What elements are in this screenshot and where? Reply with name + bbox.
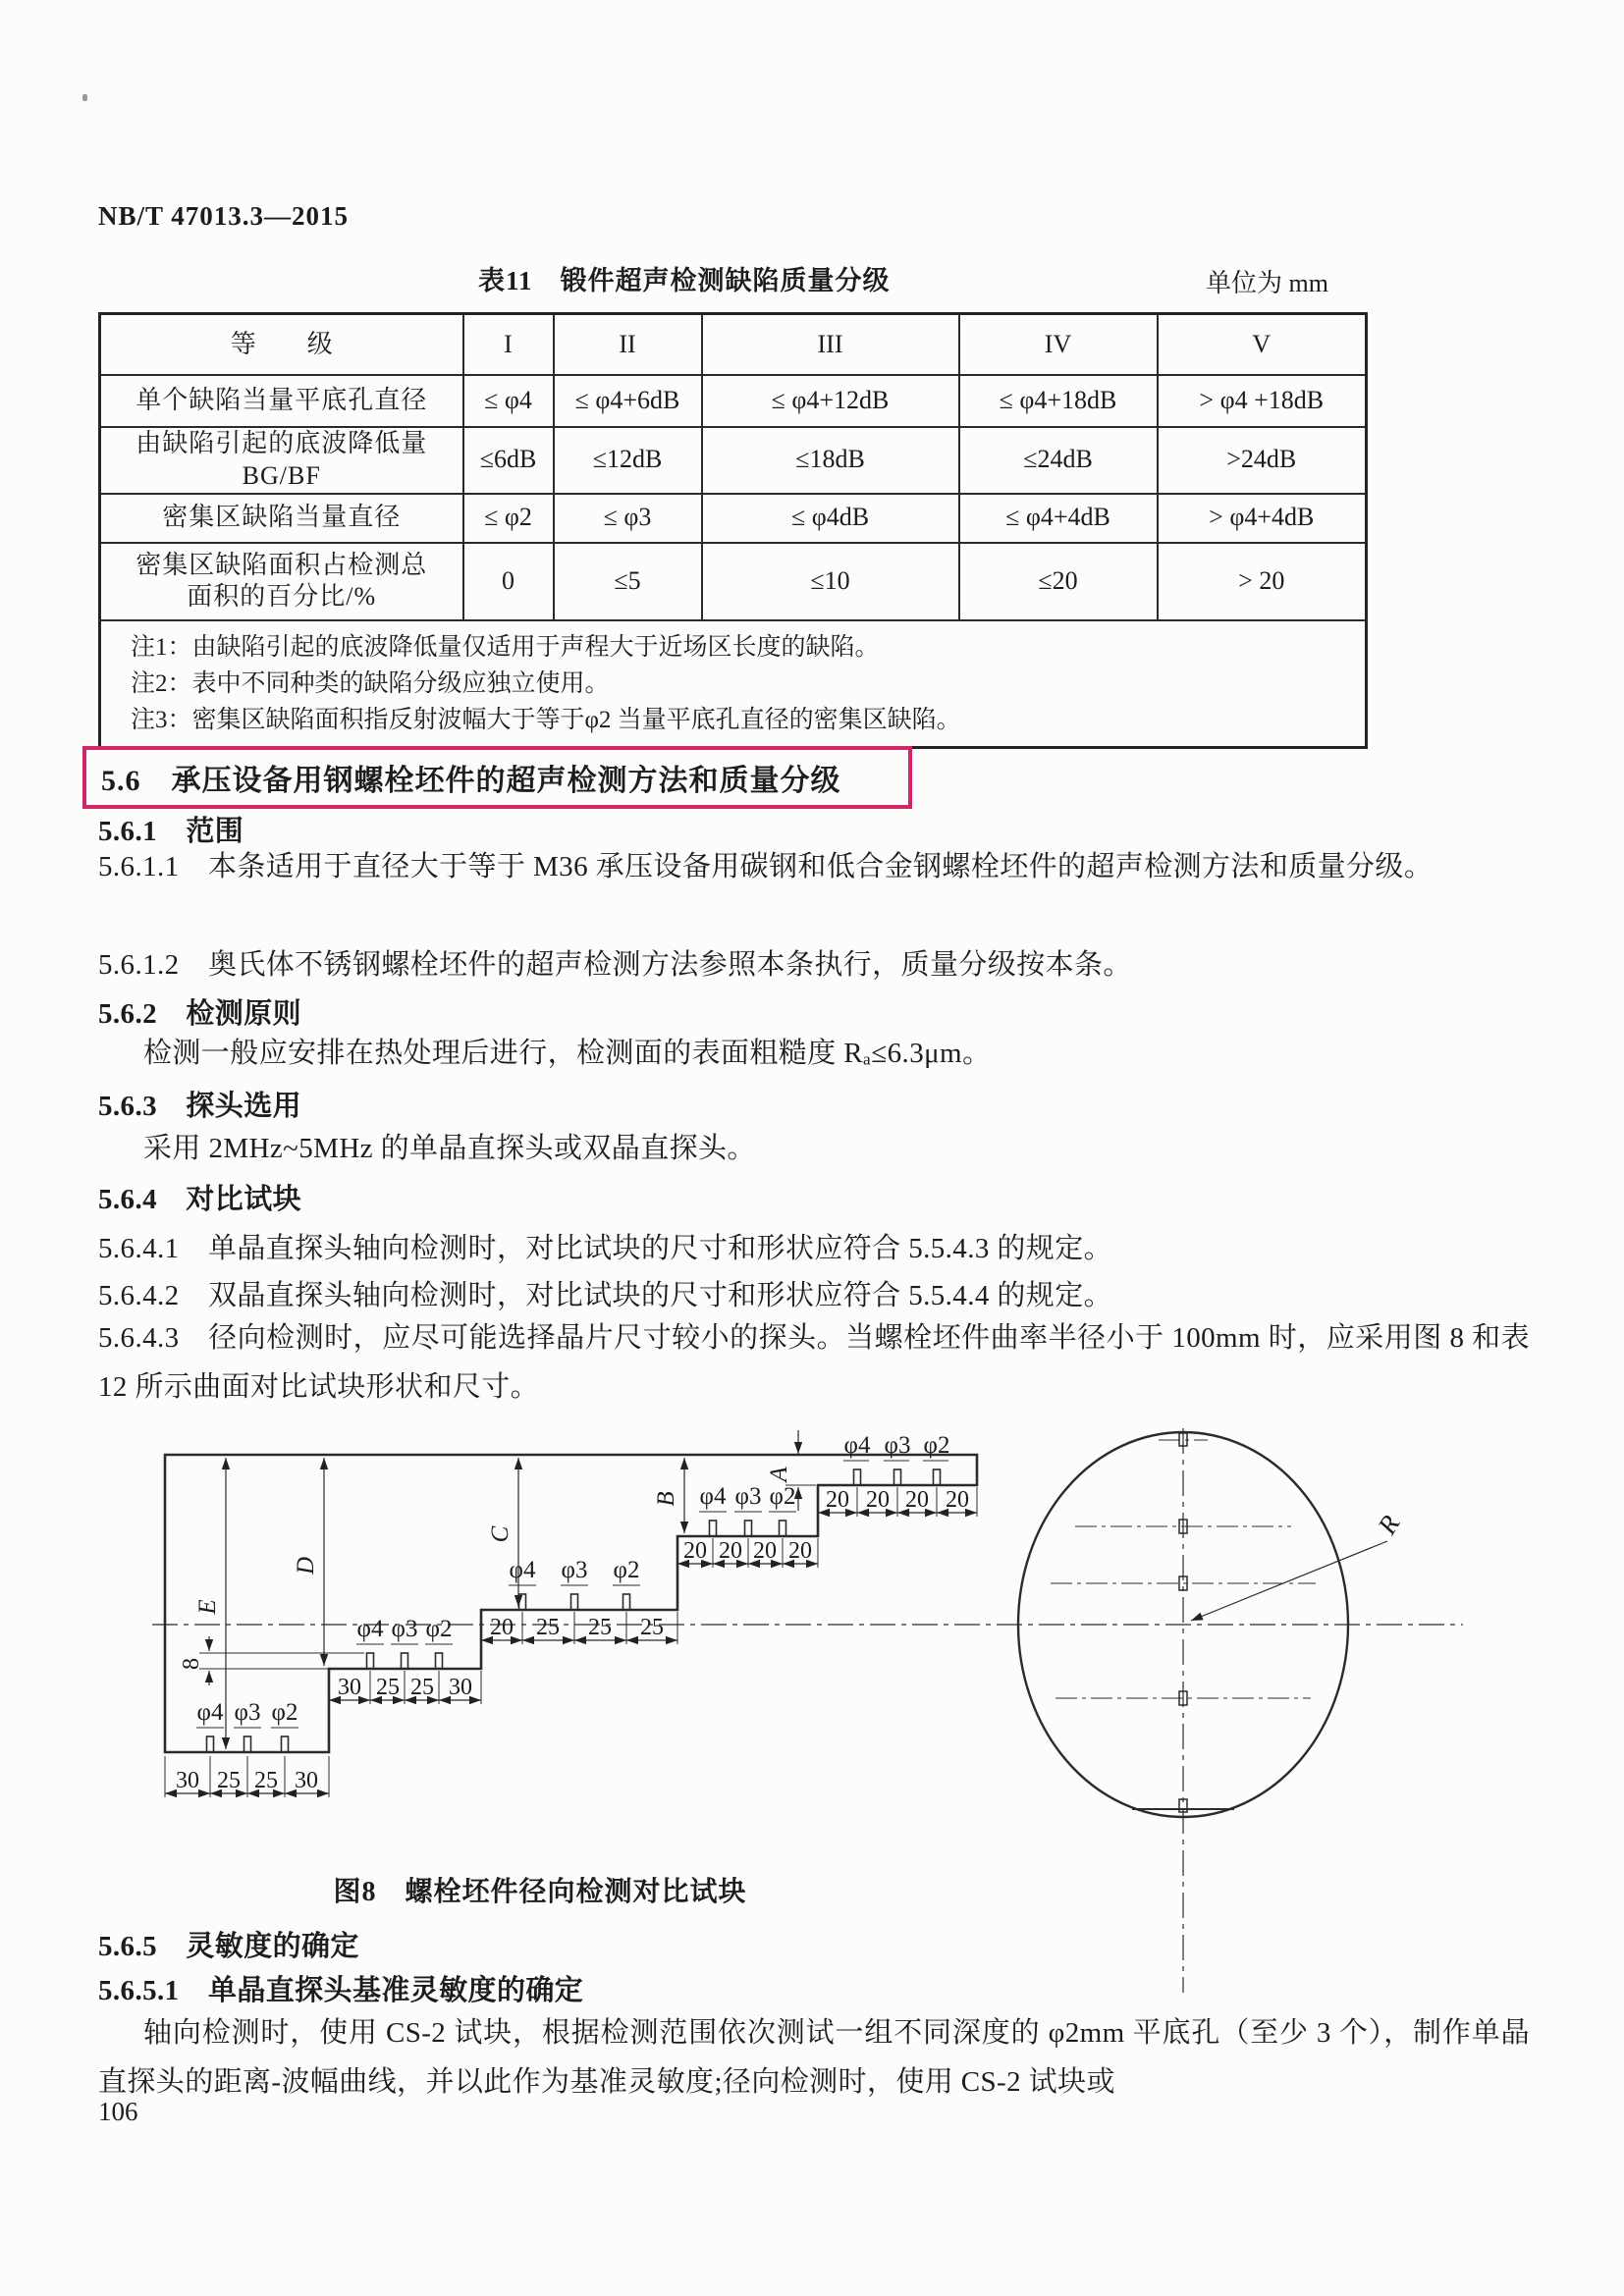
table-row xyxy=(100,375,1367,427)
thickness-dimension-lines xyxy=(226,1430,816,1749)
value-cell: ≤12dB xyxy=(554,427,702,494)
figure-caption: 图8 螺栓坯件径向检测对比试块 xyxy=(333,1877,747,1907)
paragraph-5-6-4-2: 5.6.4.2 双晶直探头轴向检测时，对比试块的尺寸和形状应符合 5.5.4.4 的规定。 xyxy=(98,1280,1113,1311)
radius-label: R xyxy=(1372,1510,1406,1540)
spacing-dimension: 25 xyxy=(254,1768,278,1793)
row-label: 单个缺陷当量平底孔直径 xyxy=(100,375,463,427)
row-label-line2: 面积的百分比/% xyxy=(187,582,377,611)
spacing-dimension: 20 xyxy=(490,1615,514,1640)
value-cell: > 20 xyxy=(1158,543,1367,620)
hole-diameter-label: φ2 xyxy=(425,1616,453,1642)
paragraph-5-6-1-2: 5.6.1.2 奥氏体不锈钢螺栓坯件的超声检测方法参照本条执行，质量分级按本条。 xyxy=(98,949,1132,981)
row-label: 密集区缺陷当量直径 xyxy=(100,494,463,543)
spacing-dimension: 25 xyxy=(376,1675,400,1700)
column-header: IV xyxy=(959,314,1158,375)
hole-diameter-label: φ4 xyxy=(356,1616,384,1642)
hole-diameter-label: φ3 xyxy=(234,1699,261,1726)
spacing-dimension: 20 xyxy=(719,1538,742,1564)
spacing-dimension: 30 xyxy=(338,1675,361,1700)
column-header: 等 级 xyxy=(100,314,463,375)
column-header: III xyxy=(702,314,959,375)
paragraph-5-6-1-1: 5.6.1.1 本条适用于直径大于等于 M36 承压设备用碳钢和低合金钢螺栓坯件的超声检测方法和质量分级。 xyxy=(98,851,1434,882)
hole-diameter-label: φ4 xyxy=(196,1699,224,1726)
value-cell: ≤6dB xyxy=(463,427,554,494)
hole-diameter-label: φ3 xyxy=(884,1432,911,1459)
value-cell: ≤ φ2 xyxy=(463,494,554,543)
spacing-dimension: 25 xyxy=(217,1768,241,1793)
spacing-dimension: 20 xyxy=(683,1538,707,1564)
spacing-dimension: 30 xyxy=(295,1768,318,1793)
value-cell: ≤20 xyxy=(959,543,1158,620)
doc-number: NB/T 47013.3—2015 xyxy=(98,201,350,231)
table-row xyxy=(100,543,1367,620)
spacing-dimension: 25 xyxy=(536,1615,560,1640)
hole-diameter-label: φ2 xyxy=(613,1557,640,1583)
hole-diameter-label: φ2 xyxy=(271,1699,298,1726)
scan-artifact xyxy=(82,94,87,101)
table-header-row xyxy=(100,314,1367,375)
value-cell: 0 xyxy=(463,543,554,620)
section-heading-5-6-3: 5.6.3 探头选用 xyxy=(98,1091,302,1122)
note-line: 注2：表中不同种类的缺陷分级应独立使用。 xyxy=(131,669,610,697)
section-heading-5-6-5-1: 5.6.5.1 单晶直探头基准灵敏度的确定 xyxy=(98,1975,584,2006)
table-row xyxy=(100,494,1367,543)
row-label xyxy=(100,427,463,494)
table-unit-label: 单位为 mm xyxy=(1206,269,1328,297)
value-cell: ≤ φ4dB xyxy=(702,494,959,543)
column-header: V xyxy=(1158,314,1367,375)
thickness-dimension-label: D xyxy=(293,1556,319,1575)
value-cell: > φ4+4dB xyxy=(1158,494,1367,543)
section-heading-5-6-5: 5.6.5 灵敏度的确定 xyxy=(98,1931,359,1962)
spacing-dimension: 20 xyxy=(753,1538,777,1564)
spacing-dimension: 30 xyxy=(176,1768,199,1793)
hole-diameter-label: φ4 xyxy=(699,1483,727,1510)
row-label xyxy=(100,543,463,620)
table-row xyxy=(100,427,1367,494)
row-label-line2: BG/BF xyxy=(242,460,321,490)
spacing-dimension: 20 xyxy=(826,1487,849,1513)
hole-diameter-label: φ3 xyxy=(391,1616,418,1642)
value-cell: ≤5 xyxy=(554,543,702,620)
section-heading-5-6: 5.6 承压设备用钢螺栓坯件的超声检测方法和质量分级 xyxy=(101,765,841,797)
thickness-dimension-label: A xyxy=(766,1467,792,1482)
spacing-dimension: 20 xyxy=(866,1487,890,1513)
value-cell: ≤10 xyxy=(702,543,959,620)
spacing-dimension: 20 xyxy=(946,1487,969,1513)
value-cell: ≤ φ3 xyxy=(554,494,702,543)
spacing-dimension: 25 xyxy=(410,1675,434,1700)
section-5-6-highlight-box xyxy=(82,746,912,809)
spacing-dimension: 25 xyxy=(588,1615,612,1640)
value-cell: ≤ φ4+4dB xyxy=(959,494,1158,543)
table-title: 表11 锻件超声检测缺陷质量分级 xyxy=(478,266,891,295)
value-cell: ≤ φ4+12dB xyxy=(702,375,959,427)
paragraph-5-6-3: 采用 2MHz~5MHz 的单晶直探头或双晶直探头。 xyxy=(143,1133,756,1164)
value-cell: ≤ φ4 xyxy=(463,375,554,427)
hole-diameter-label: φ3 xyxy=(561,1557,588,1583)
hole-diameter-label: φ2 xyxy=(769,1483,796,1510)
paragraph-5-6-4-1: 5.6.4.1 单晶直探头轴向检测时，对比试块的尺寸和形状应符合 5.5.4.3 的规定。 xyxy=(98,1233,1113,1264)
value-cell: ≤ φ4+6dB xyxy=(554,375,702,427)
column-header: I xyxy=(463,314,554,375)
section-heading-5-6-4: 5.6.4 对比试块 xyxy=(98,1184,302,1215)
value-cell: >24dB xyxy=(1158,427,1367,494)
table-notes xyxy=(100,620,1367,748)
spacing-dimension: 25 xyxy=(640,1615,664,1640)
column-header: II xyxy=(554,314,702,375)
section-heading-5-6-1: 5.6.1 范围 xyxy=(98,816,244,847)
spacing-dimension: 20 xyxy=(905,1487,929,1513)
page-number: 106 xyxy=(98,2097,138,2126)
radius-arrow xyxy=(1191,1541,1387,1621)
section-heading-5-6-2: 5.6.2 检测原则 xyxy=(98,998,302,1030)
hole-diameter-label: φ4 xyxy=(509,1557,536,1583)
spacing-dimension: 30 xyxy=(449,1675,472,1700)
hole-diameter-label: φ4 xyxy=(843,1432,871,1459)
hole-diameter-label: φ2 xyxy=(923,1432,950,1459)
thickness-dimension-label: C xyxy=(487,1525,514,1543)
dimension-extension-lines xyxy=(165,1487,977,1797)
row-label-line1: 密集区缺陷面积占检测总 xyxy=(135,550,428,579)
thickness-dimension-label: B xyxy=(653,1491,679,1507)
value-cell: ≤ φ4+18dB xyxy=(959,375,1158,427)
thickness-dimension-label: E xyxy=(194,1599,221,1615)
note-line: 注3：密集区缺陷面积指反射波幅大于等于φ2 当量平底孔直径的密集区缺陷。 xyxy=(131,706,961,733)
value-cell: ≤18dB xyxy=(702,427,959,494)
spacing-dimension: 20 xyxy=(788,1538,812,1564)
note-line: 注1：由缺陷引起的底波降低量仅适用于声程大于近场区长度的缺陷。 xyxy=(131,633,880,661)
value-cell: ≤24dB xyxy=(959,427,1158,494)
table-notes-row xyxy=(100,620,1367,748)
paragraph-5-6-2: 检测一般应安排在热处理后进行，检测面的表面粗糙度 Rₐ≤6.3μm。 xyxy=(143,1038,992,1069)
paragraph-5-6-4-3: 5.6.4.3 径向检测时，应尽可能选择晶片尺寸较小的探头。当螺栓坯件曲率半径小于 100mm 时，应采用图 8 和表 12 所示曲面对比试块形状和尺寸。 xyxy=(98,1322,1530,1403)
value-cell: > φ4 +18dB xyxy=(1158,375,1367,427)
hole-diameter-label: φ3 xyxy=(734,1483,762,1510)
paragraph-5-6-5-1: 轴向检测时，使用 CS-2 试块，根据检测范围依次测试一组不同深度的 φ2mm 平底孔（至少 3 个），制作单晶直探头的距离-波幅曲线，并以此作为基准灵敏度;径向检测时，使用 CS-2 试块或 xyxy=(98,2017,1530,2098)
defect-grade-table xyxy=(98,312,1368,749)
hole-height-label: 8 xyxy=(179,1658,204,1670)
row-label-line1: 由缺陷引起的底波降低量 xyxy=(135,429,428,457)
